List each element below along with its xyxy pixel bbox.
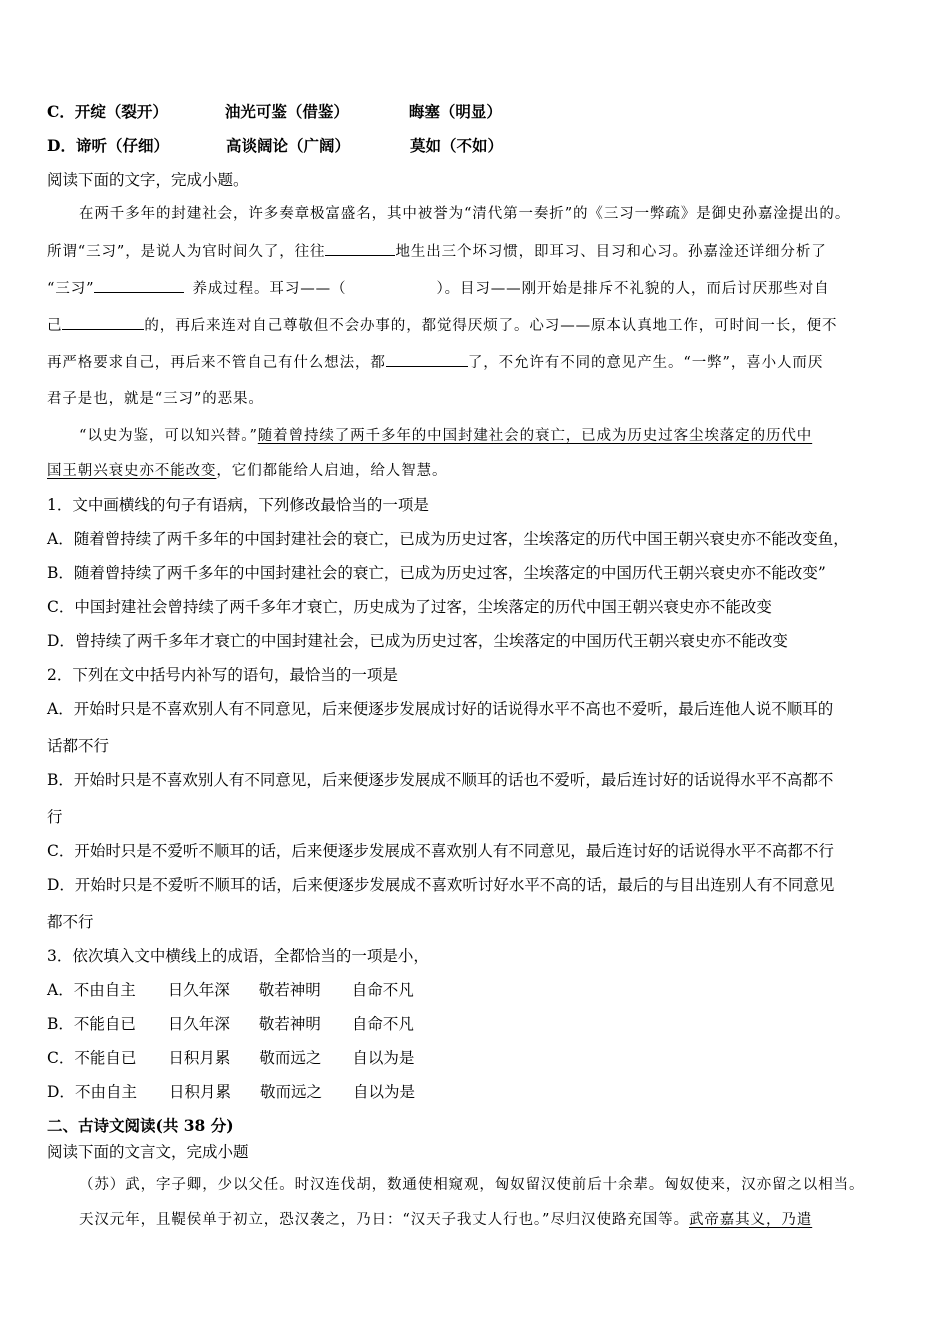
question-2-option-c: C．开始时只是不爱听不顺耳的话，后来便逐步发展成不喜欢别人有不同意见，最后连讨好的话说得水平不高都不行 <box>47 842 834 860</box>
classical-text: 天汉元年，且鞮侯单于初立，恐汉袭之，乃日：“汉天子我丈人行也。”尽归汉使路充国等。 <box>79 1212 689 1228</box>
passage-line <box>47 315 837 336</box>
passage-line: 君子是也，就是“三习”的恶果。 <box>47 391 264 407</box>
idiom: 日积月累 <box>168 1049 231 1067</box>
idiom: 自以为是 <box>352 1049 415 1067</box>
question-2-option-d-cont: 都不行 <box>47 913 94 931</box>
question-3-option-c <box>47 1048 414 1068</box>
passage-text: 养成过程。耳习——（ <box>192 281 347 297</box>
idiom: 不能自已 <box>73 1015 136 1033</box>
option-item: 谛听（仔细） <box>75 136 169 155</box>
passage-text: 己 <box>47 318 63 334</box>
question-2-option-a: A．开始时只是不喜欢别人有不同意见，后来便逐步发展成讨好的话说得水平不高也不爱听，最后连他人说不顺耳的 <box>47 700 834 718</box>
section-title: 二、古诗文阅读(共 38 分) <box>47 1116 234 1135</box>
reading-instruction: 阅读下面的文字，完成小题。 <box>47 171 249 189</box>
question-2-option-a-cont: 话都不行 <box>47 737 110 755</box>
question-3-option-d <box>47 1082 415 1102</box>
option-letter: C． <box>47 102 75 121</box>
idiom: 不由自主 <box>73 981 136 999</box>
passage-text: “以史为鉴，可以知兴替。” <box>79 428 258 444</box>
passage-line <box>47 352 823 373</box>
question-3-option-a <box>47 980 414 1000</box>
passage-text: ，它们都能给人启迪，给人智慧。 <box>216 463 448 479</box>
option-row-d <box>47 136 503 156</box>
idiom: 敬而远之 <box>259 1083 322 1101</box>
fill-blank <box>62 315 144 330</box>
idiom: 不能自已 <box>74 1049 137 1067</box>
underlined-sentence: 随着曾持续了两千多年的中国封建社会的衰亡，已成为历史过客尘埃落定的历代中 <box>257 428 813 444</box>
idiom: 自以为是 <box>352 1083 415 1101</box>
passage-line <box>79 426 812 446</box>
option-letter: B． <box>47 1015 74 1033</box>
option-letter: D． <box>47 1083 75 1101</box>
classical-text-line <box>79 1210 812 1230</box>
option-row-c <box>47 102 502 122</box>
passage-line <box>47 241 827 262</box>
idiom: 自命不凡 <box>351 981 414 999</box>
option-letter: D． <box>47 136 76 155</box>
fill-blank <box>386 352 468 367</box>
idiom: 日久年深 <box>167 1015 230 1033</box>
idiom: 敬而远之 <box>259 1049 322 1067</box>
passage-line <box>47 461 447 481</box>
classical-text-line: （苏）武，字子卿，少以父任。时汉连伐胡，数通使相窥观，匈奴留汉使前后十余辈。匈奴使来，汉亦留之以相当。 <box>79 1177 865 1193</box>
option-item: 高谈阔论（广阔） <box>225 136 350 155</box>
question-3-stem: 3．依次填入文中横线上的成语，全都恰当的一项是小， <box>47 947 429 965</box>
option-item: 莫如（不如） <box>409 136 503 155</box>
option-item: 油光可鉴（借鉴） <box>224 102 349 121</box>
question-2-option-d: D．开始时只是不爱听不顺耳的话，后来便逐步发展成不喜欢听讨好水平不高的话，最后的与目出连别人有不同意见 <box>47 876 835 894</box>
passage-line <box>47 278 830 299</box>
question-2-stem: 2．下列在文中括号内补写的语句，最恰当的一项是 <box>47 666 398 684</box>
idiom: 日久年深 <box>167 981 230 999</box>
passage-text: ）。目习——刚开始是排斥不礼貌的人，而后讨厌那些对自 <box>436 281 830 297</box>
option-letter: C． <box>47 1049 75 1067</box>
question-1-option-c: C．中国封建社会曾持续了两千多年才衰亡，历史成为了过客，尘埃落定的历代中国王朝兴衰史亦不能改变 <box>47 598 772 616</box>
idiom: 日积月累 <box>168 1083 231 1101</box>
question-2-option-b: B．开始时只是不喜欢别人有不同意见，后来便逐步发展成不顺耳的话也不爱听，最后连讨好的话说得水平不高都不 <box>47 771 834 789</box>
question-3-option-b <box>47 1014 414 1034</box>
fill-blank <box>325 241 395 256</box>
question-1-stem: 1．文中画横线的句子有语病，下列修改最恰当的一项是 <box>47 496 429 514</box>
section-instruction: 阅读下面的文言文，完成小题 <box>47 1143 249 1161</box>
question-1-option-b: B．随着曾持续了两千多年的中国封建社会的衰亡，已成为历史过客，尘埃落定的中国历代王朝兴衰史亦不能改变” <box>47 564 826 582</box>
underlined-sentence: 武帝嘉其义，乃遣 <box>688 1212 813 1228</box>
question-1-option-a: A．随着曾持续了两千多年的中国封建社会的衰亡，已成为历史过客，尘埃落定的历代中国王朝兴衰史亦不能改变鱼， <box>47 530 849 548</box>
idiom: 敬若神明 <box>258 1015 321 1033</box>
idiom: 敬若神明 <box>258 981 321 999</box>
question-1-option-d: D．曾持续了两千多年才衰亡的中国封建社会，已成为历史过客，尘埃落定的中国历代王朝兴衰史亦不能改变 <box>47 632 788 650</box>
passage-text: 了，不允许有不同的意见产生。“一弊”，喜小人而厌 <box>467 355 824 371</box>
underlined-sentence: 国王朝兴衰史亦不能改变 <box>47 463 217 479</box>
passage-line: 在两千多年的封建社会，许多奏章极富盛名，其中被誉为“清代第一奏折”的《三习一弊疏》是御史孙嘉淦提出的。 <box>79 206 851 222</box>
passage-text: 的，再后来连对自己尊敬但不会办事的，都觉得厌烦了。心习——原本认真地工作，可时间一长，便不 <box>144 318 838 334</box>
option-item: 晦塞（明显） <box>408 102 502 121</box>
option-item: 开绽（裂开） <box>74 102 168 121</box>
passage-text: 所谓“三习”，是说人为官时间久了，往往 <box>47 244 326 260</box>
idiom: 不由自主 <box>74 1083 137 1101</box>
passage-text: “三习” <box>47 281 95 297</box>
passage-text: 地生出三个坏习惯，即耳习、目习和心习。孙嘉淦还详细分析了 <box>395 244 827 260</box>
passage-text: 再严格要求自己，再后来不管自己有什么想法，都 <box>47 355 386 371</box>
question-2-option-b-cont: 行 <box>47 808 63 826</box>
option-letter: A． <box>47 981 74 999</box>
idiom: 自命不凡 <box>351 1015 414 1033</box>
fill-blank <box>94 278 184 293</box>
